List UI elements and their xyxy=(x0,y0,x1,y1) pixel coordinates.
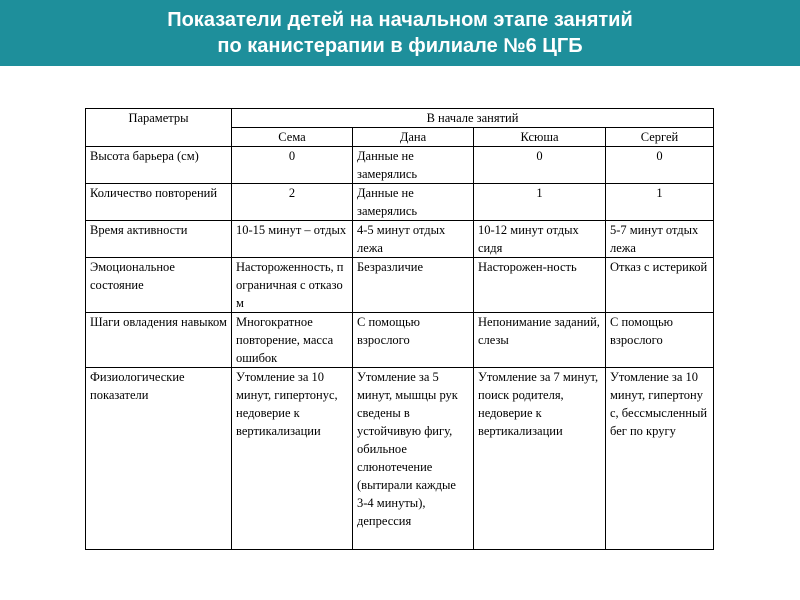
table-row xyxy=(86,258,714,313)
group-column-header: В начале занятий xyxy=(232,109,714,128)
table-cell: 2 xyxy=(232,184,353,221)
row-param-label: Время активности xyxy=(86,221,232,258)
column-header-sergey: Сергей xyxy=(606,128,714,147)
table-cell: Утомление за 10 минут, гипертонус, бессмысленный бег по кругу xyxy=(606,368,714,550)
table-cell: Непонимание заданий, слезы xyxy=(474,313,606,368)
table-cell: Данные не замерялись xyxy=(353,147,474,184)
column-header-ksyusha: Ксюша xyxy=(474,128,606,147)
table-cell: Утомление за 5 минут, мышцы рук сведены в устойчивую фигу, обильное слюнотечение (вытирали каждые 3-4 минуты), депрессия xyxy=(353,368,474,550)
table-row xyxy=(86,368,714,550)
table-cell: 0 xyxy=(232,147,353,184)
row-param-label: Физиологические показатели xyxy=(86,368,232,550)
table-row xyxy=(86,221,714,258)
table-cell: 4-5 минут отдых лежа xyxy=(353,221,474,258)
table-header-row-1 xyxy=(86,109,714,128)
table-cell: С помощью взрослого xyxy=(606,313,714,368)
param-column-header: Параметры xyxy=(86,109,232,147)
slide-title-line-2: по канистерапии в филиале №6 ЦГБ xyxy=(217,35,583,57)
table-row xyxy=(86,313,714,368)
slide-title-line-1: Показатели детей на начальном этапе занятий xyxy=(167,9,633,31)
table-cell: 0 xyxy=(474,147,606,184)
column-header-sema: Сема xyxy=(232,128,353,147)
table-cell: Отказ с истерикой xyxy=(606,258,714,313)
row-param-label: Количество повторений xyxy=(86,184,232,221)
table-cell: Настороженность, пограничная с отказом xyxy=(232,258,353,313)
table-cell: Утомление за 10 минут, гипертонус, недоверие к вертикализации xyxy=(232,368,353,550)
table-cell: 10-12 минут отдых сидя xyxy=(474,221,606,258)
table-cell: Многократное повторение, масса ошибок xyxy=(232,313,353,368)
table-cell: 1 xyxy=(474,184,606,221)
table-row xyxy=(86,184,714,221)
table-row xyxy=(86,147,714,184)
row-param-label: Эмоциональное состояние xyxy=(86,258,232,313)
table-cell: 10-15 минут – отдых xyxy=(232,221,353,258)
slide-title-band xyxy=(0,0,800,66)
row-param-label: Шаги овладения навыком xyxy=(86,313,232,368)
table-cell: Безразличие xyxy=(353,258,474,313)
table-cell: 1 xyxy=(606,184,714,221)
table-cell: Данные не замерялись xyxy=(353,184,474,221)
column-header-dana: Дана xyxy=(353,128,474,147)
table-cell: 0 xyxy=(606,147,714,184)
table-cell: Утомление за 7 минут, поиск родителя, недоверие к вертикализации xyxy=(474,368,606,550)
table-cell: 5-7 минут отдых лежа xyxy=(606,221,714,258)
table-cell: С помощью взрослого xyxy=(353,313,474,368)
row-param-label: Высота барьера (см) xyxy=(86,147,232,184)
table-cell: Насторожен-ность xyxy=(474,258,606,313)
children-indicators-table xyxy=(85,108,714,550)
